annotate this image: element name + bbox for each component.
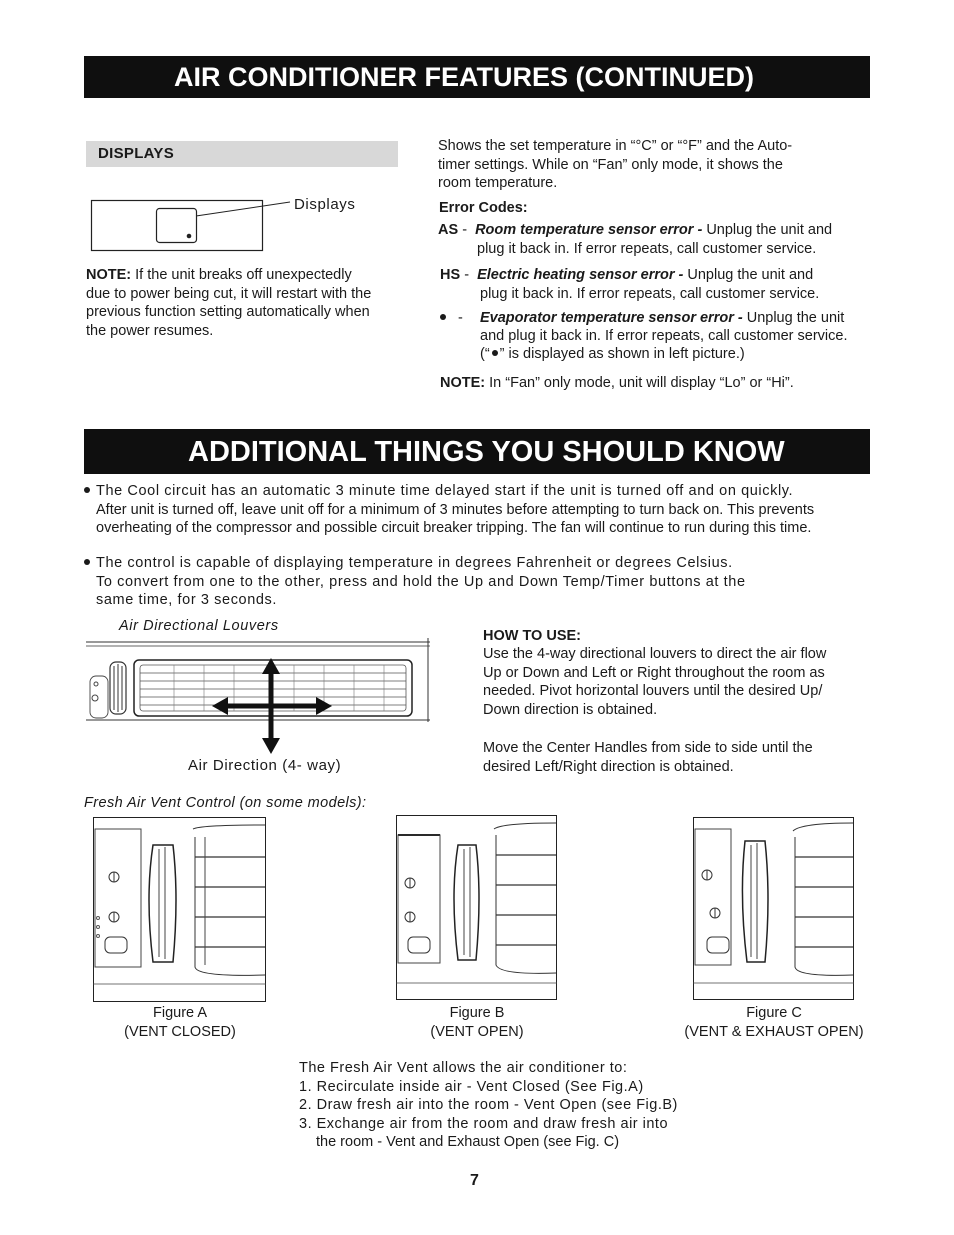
error-name: Room temperature sensor error - — [475, 222, 703, 238]
figure-state: (VENT CLOSED) — [124, 1023, 236, 1040]
error-evaporator-text — [480, 309, 844, 328]
how-to-use-line: desired Left/Right direction is obtained. — [483, 758, 734, 775]
bullet-line: The Cool circuit has an automatic 3 minute time delayed start if the unit is turned off and on quickly. — [84, 482, 884, 501]
bullet-line: To convert from one to the other, press and hold the Up and Down Temp/Timer buttons at the — [96, 573, 746, 590]
page-number: 7 — [470, 1172, 479, 1189]
bullet-line: The control is capable of displaying temperature in degrees Fahrenheit or degrees Celsius. — [84, 554, 884, 573]
fresh-air-item: 1. Recirculate inside air - Vent Closed (See Fig.A) — [299, 1078, 644, 1095]
error-dash: - — [464, 267, 470, 283]
error-dot-note-close: ” is displayed as shown in left picture.) — [499, 346, 745, 362]
figure-name: Figure B — [449, 1005, 505, 1021]
figure-state: (VENT & EXHAUST OPEN) — [684, 1023, 864, 1040]
fresh-air-intro: The Fresh Air Vent allows the air conditioner to: — [299, 1060, 628, 1076]
display-description-line: timer settings. While on “Fan” only mode, it shows the — [438, 156, 783, 173]
figure-a-illustration — [93, 817, 267, 1005]
how-to-use-line: Down direction is obtained. — [483, 701, 658, 718]
figure-state: (VENT OPEN) — [430, 1023, 524, 1040]
error-dot-note-open: (“ — [480, 346, 490, 362]
figure-b-illustration — [396, 815, 558, 1003]
how-to-use-text-2 — [483, 739, 873, 776]
figure-a-caption — [93, 1004, 267, 1041]
bullet-line: After unit is turned off, leave unit off for a minimum of 3 minutes before attempting to turn back on. This prevents — [96, 501, 815, 518]
power-note-line: If the unit breaks off unexpectedly — [135, 267, 352, 283]
error-codes-title: Error Codes: — [439, 200, 528, 216]
error-code: HS — [440, 267, 461, 283]
error-name: Evaporator temperature sensor error - — [480, 310, 743, 326]
fresh-air-list — [299, 1059, 819, 1152]
louvers-label: Air Directional Louvers — [119, 618, 279, 634]
display-description-line: room temperature. — [438, 175, 558, 191]
error-evaporator — [438, 309, 463, 328]
error-text: Unplug the unit and — [706, 222, 833, 238]
fresh-air-label: Fresh Air Vent Control (on some models): — [84, 795, 367, 811]
how-to-use-title: HOW TO USE: — [483, 628, 582, 644]
fresh-air-item: 2. Draw fresh air into the room - Vent Open (see Fig.B) — [299, 1097, 678, 1113]
louvers-illustration — [84, 636, 434, 756]
how-to-use-line: Use the 4-way directional louvers to direct the air flow — [483, 646, 827, 662]
display-description — [438, 137, 858, 193]
bullet-cool-circuit — [84, 482, 884, 538]
how-to-use-line: Move the Center Handles from side to side until the — [483, 740, 813, 756]
error-hs — [440, 266, 813, 285]
bullet-temperature-units — [84, 554, 884, 610]
section-title-additional: ADDITIONAL THINGS YOU SHOULD KNOW — [84, 429, 870, 474]
air-direction-label: Air Direction (4- way) — [188, 757, 342, 774]
error-text: plug it back in. If error repeats, call customer service. — [477, 241, 817, 257]
dot-symbol-icon — [440, 314, 446, 320]
power-note-line: due to power being cut, it will restart with the — [86, 285, 372, 302]
how-to-use-line: needed. Pivot horizontal louvers until the desired Up/ — [483, 683, 823, 699]
power-note-line: the power resumes. — [86, 322, 214, 339]
fan-note-text: In “Fan” only mode, unit will display “Lo” or “Hi”. — [489, 375, 794, 391]
error-dash: - — [462, 222, 468, 238]
how-to-use-line: Up or Down and Left or Right throughout the room as — [483, 664, 825, 681]
bullet-line: same time, for 3 seconds. — [96, 592, 278, 608]
power-note-line: previous function setting automatically when — [86, 304, 370, 320]
fan-note — [440, 374, 794, 393]
power-note — [86, 266, 406, 340]
figure-c-illustration — [693, 817, 855, 1003]
error-text: plug it back in. If error repeats, call customer service. — [480, 286, 820, 302]
fresh-air-item: the room - Vent and Exhaust Open (see Fig. C) — [316, 1134, 620, 1150]
figure-name: Figure C — [746, 1005, 802, 1021]
fresh-air-item: 3. Exchange air from the room and draw fresh air into — [299, 1115, 669, 1132]
bullet-line: overheating of the compressor and possible circuit breaker tripping. The fan will continue to run during this time. — [96, 520, 812, 536]
display-description-line: Shows the set temperature in “°C” or “°F” and the Auto- — [438, 138, 793, 154]
error-as — [438, 221, 832, 240]
section-title-features: AIR CONDITIONER FEATURES (CONTINUED) — [84, 56, 870, 98]
fan-note-label: NOTE: — [440, 375, 486, 391]
error-name: Electric heating sensor error - — [477, 267, 684, 283]
error-text: Unplug the unit — [746, 310, 845, 326]
displays-figure-label: Displays — [294, 196, 356, 213]
error-code: AS — [438, 222, 459, 238]
dot-symbol-icon — [492, 350, 498, 356]
error-text: and plug it back in. If error repeats, call customer service. — [480, 328, 848, 344]
displays-heading: DISPLAYS — [86, 141, 398, 167]
error-dash: - — [458, 310, 463, 326]
error-text: Unplug the unit and — [687, 267, 814, 283]
figure-name: Figure A — [153, 1005, 207, 1021]
how-to-use-text — [483, 645, 873, 719]
figure-b-caption — [396, 1004, 558, 1041]
power-note-label: NOTE: — [86, 267, 132, 283]
error-dot-note — [480, 345, 745, 364]
figure-c-caption — [674, 1004, 874, 1041]
